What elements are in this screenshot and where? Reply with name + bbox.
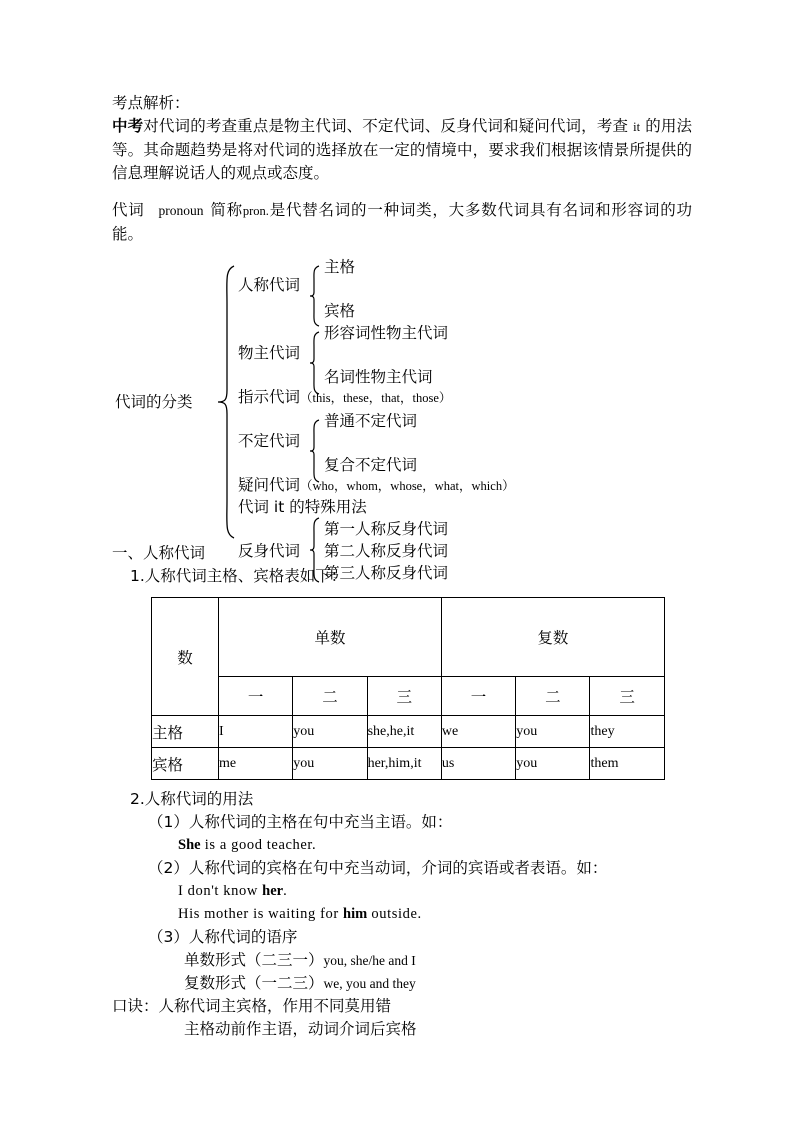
intro-text-1: 对代词的考查重点是物主代词、不定代词、反身代词和疑问代词，考查 — [143, 117, 634, 135]
table-ordinal-sg-2: 二 — [293, 677, 367, 716]
branch-child-reflexive-third: 第三人称反身代词 — [324, 564, 449, 582]
mnemonic-line-1: 口诀：人称代词主宾格，作用不同莫用错 — [112, 997, 392, 1015]
branch-child-adjectival-possessive: 形容词性物主代词 — [324, 324, 449, 342]
mnemonic-line-2: 主格动前作主语，动词介词后宾格 — [184, 1020, 417, 1038]
usage-order-plural — [112, 972, 692, 995]
branch-label-reflexive: 反身代词 — [238, 542, 301, 560]
definition-paragraph — [112, 199, 692, 246]
diagram-root-label: 代词的分类 — [115, 393, 193, 411]
table-cell-obj-pl-1: us — [441, 748, 515, 780]
branch-demonstrative — [238, 386, 451, 409]
usage-example-2b-bold: him — [343, 906, 368, 922]
usage-order-singular-cn: 单数形式（二三一） — [184, 951, 324, 969]
usage-order-plural-cn: 复数形式（一二三） — [184, 974, 324, 992]
intro-text-2: 的用法等。其命题趋势是将对代词的选择放在一定的情境中，要求我们根据该情景所提供的信息理解说话人的观点或态度。 — [112, 117, 692, 182]
brace-reflexive — [308, 516, 322, 584]
branch-child-reflexive-first: 第一人称反身代词 — [324, 520, 449, 538]
usage-example-2b — [112, 903, 692, 926]
table-group-header-singular: 单数 — [219, 598, 442, 677]
usage-order-singular — [112, 949, 692, 972]
table-cell-obj-sg-3: her,him,it — [367, 748, 441, 780]
branch-examples-interrogative: （who，whom，whose，what，which） — [300, 479, 515, 493]
usage-order-plural-en: we, you and they — [323, 976, 416, 991]
branch-label-possessive: 物主代词 — [238, 344, 301, 362]
usage-example-2a-post: . — [283, 883, 287, 899]
table-row-label-nominative: 主格 — [152, 716, 219, 748]
section-title-personal-pronoun: 一、人称代词 — [112, 544, 206, 562]
outer-brace — [216, 264, 238, 540]
pronoun-table-wrapper — [151, 597, 692, 780]
usage-example-2a-pre: I don't know — [178, 883, 263, 899]
intro-bold-lead: 中考 — [112, 117, 144, 135]
branch-child-compound-indefinite: 复合不定代词 — [324, 456, 418, 474]
usage-example-2a-bold: her — [262, 883, 284, 899]
table-ordinal-sg-1: 一 — [219, 677, 293, 716]
branch-examples-demonstrative: （this，these，that，those） — [300, 391, 452, 405]
table-row-ordinal-header — [152, 677, 665, 716]
page-title: 考点解析： — [112, 94, 190, 112]
branch-child-objective: 宾格 — [324, 302, 356, 320]
table-group-header-plural: 复数 — [441, 598, 664, 677]
intro-it-token: it — [633, 120, 641, 134]
brace-personal — [308, 264, 322, 328]
table-cell-nom-pl-3: they — [590, 716, 664, 748]
branch-label-interrogative: 疑问代词 — [238, 476, 301, 494]
usage-example-2a — [112, 880, 692, 903]
table-ordinal-pl-2: 二 — [516, 677, 590, 716]
usage-example-1 — [112, 834, 692, 857]
usage-item-1: （1）人称代词的主格在句中充当主语。如： — [148, 813, 453, 831]
table-ordinal-sg-3: 三 — [367, 677, 441, 716]
table-corner-label: 数 — [152, 598, 219, 716]
usage-example-2b-post: outside. — [367, 906, 422, 922]
table-row-group-header — [152, 598, 665, 677]
usage-example-1-rest: is a good teacher. — [200, 837, 317, 853]
subsection-title-table: 1.人称代词主格、宾格表如下： — [130, 567, 347, 585]
branch-interrogative — [238, 474, 515, 497]
table-row — [152, 716, 665, 748]
usage-example-1-bold: She — [178, 837, 201, 853]
document-content — [112, 92, 692, 1041]
subsection-title-usage: 2.人称代词的用法 — [130, 790, 254, 808]
table-cell-nom-sg-2: you — [293, 716, 367, 748]
usage-example-2b-pre: His mother is waiting for — [178, 906, 344, 922]
table-cell-nom-pl-1: we — [441, 716, 515, 748]
branch-label-demonstrative: 指示代词 — [238, 388, 301, 406]
definition-abbr-en: pron. — [242, 204, 269, 218]
table-row — [152, 748, 665, 780]
table-row-label-objective: 宾格 — [152, 748, 219, 780]
table-cell-nom-pl-2: you — [516, 716, 590, 748]
usage-item-3: （3）人称代词的语序 — [148, 928, 298, 946]
table-ordinal-pl-3: 三 — [590, 677, 664, 716]
definition-abbr-label: 简称 — [209, 201, 243, 219]
branch-child-reflexive-second: 第二人称反身代词 — [324, 542, 449, 560]
definition-term-en: pronoun — [158, 203, 204, 218]
table-ordinal-pl-1: 一 — [441, 677, 515, 716]
table-cell-obj-pl-3: them — [590, 748, 664, 780]
table-cell-obj-pl-2: you — [516, 748, 590, 780]
table-cell-nom-sg-1: I — [219, 716, 293, 748]
branch-child-nominative: 主格 — [324, 258, 356, 276]
table-cell-obj-sg-2: you — [293, 748, 367, 780]
table-cell-nom-sg-3: she,he,it — [367, 716, 441, 748]
definition-body: 是代替名词的一种词类，大多数代词具有名词和形容词的功能。 — [112, 201, 692, 243]
spacer — [112, 185, 692, 199]
branch-child-simple-indefinite: 普通不定代词 — [324, 412, 418, 430]
branch-label-it-special: 代词 it 的特殊用法 — [238, 498, 367, 516]
branch-label-indefinite: 不定代词 — [238, 432, 301, 450]
usage-order-singular-en: you, she/he and I — [323, 953, 416, 968]
branch-child-nominal-possessive: 名词性物主代词 — [324, 368, 433, 386]
branch-label-personal: 人称代词 — [238, 276, 301, 294]
pronoun-case-table — [151, 597, 665, 780]
intro-paragraph — [112, 115, 692, 185]
usage-item-2: （2）人称代词的宾格在句中充当动词，介词的宾语或者表语。如： — [148, 859, 608, 877]
definition-term-cn: 代词 — [112, 201, 145, 219]
table-cell-obj-sg-1: me — [219, 748, 293, 780]
